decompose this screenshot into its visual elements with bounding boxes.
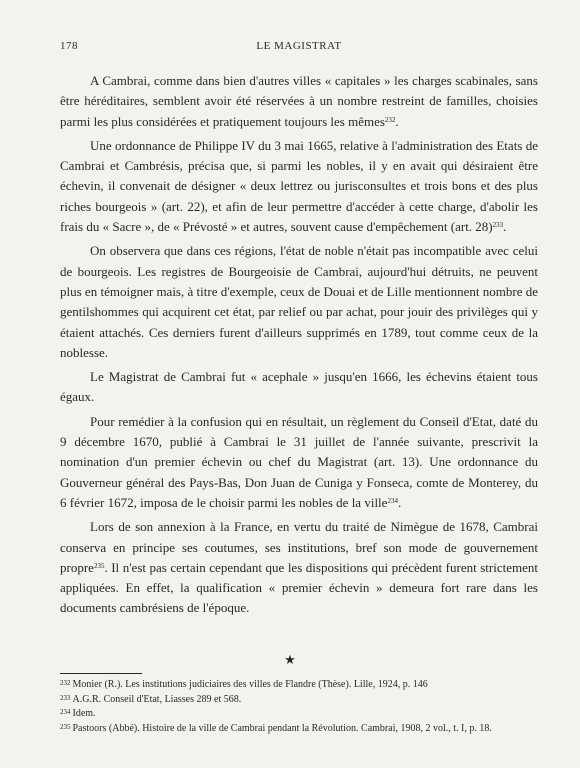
footnote	[60, 721, 538, 736]
paragraph-text-end: .	[395, 113, 399, 129]
paragraph-text-end: .	[397, 494, 402, 510]
paragraph-text: Le Magistrat de Cambrai fut « acephale » jusqu'en 1666, les échevins étaient tous égaux.	[60, 369, 538, 405]
running-head: LE MAGISTRAT	[256, 40, 342, 52]
paragraph-text: Une ordonnance de Philippe IV du 3 mai 1665, relative à l'administration des Etats de Cambrai et Cambrésis, précisa que, si parmi les nobles, il y en avait qui désiraient être échevin, il convenait de désigner « deux lettrez ou jurisconsultes et trois bons et des plus riches bourgeois » (art. 22), et afin de leur permettre d'accéder à cette charge, d'abolir les frais du « Sacre », de « Prévosté » et autres, souvent cause d'empêchement (art. 28)	[60, 137, 538, 235]
footnote	[60, 706, 538, 721]
footnote-number: 232	[60, 679, 71, 687]
footnote	[60, 677, 538, 692]
paragraph	[60, 71, 538, 132]
paragraph	[60, 136, 538, 237]
footnote-text: A.G.R. Conseil d'Etat, Liasses 289 et 568.	[72, 693, 242, 705]
paragraph	[60, 412, 538, 513]
footnote-divider	[60, 673, 142, 674]
footnotes	[60, 677, 538, 735]
section-separator-star: ★	[284, 652, 296, 667]
paragraph-text-end: .	[503, 219, 507, 235]
footnote-number: 234	[60, 708, 71, 717]
footnote-ref: 233	[492, 221, 504, 230]
footnote-ref: 235	[93, 561, 105, 570]
paragraph-text: On observera que dans ces régions, l'état de noble n'était pas incompatible avec celui de bourgeois. Les registres de Bourgeoisie de Cambrai, aujourd'hui détruits, ne peuvent plus en témoigner mais, à titre d'exemple, ceux de Douai et de Lille mentionnent nombre de gentilshommes qui acquirent cet état, par relief ou par achat, pour jouir des privilèges qui y étaient attachés. Ces derniers furent d'ailleurs supprimés en 1789, tout comme ceux de la noblesse.	[60, 243, 538, 360]
footnote-ref: 232	[384, 115, 396, 124]
body-text	[60, 71, 538, 623]
footnote-text: Idem.	[72, 708, 96, 720]
footnote-number: 235	[60, 722, 71, 731]
paragraph-text: Pour remédier à la confusion qui en résultait, un règlement du Conseil d'Etat, daté du 9 décembre 1670, publié à Cambrai le 31 juillet de l'année suivante, prescrivit la nomination d'un premier échevin ou chef du Magistrat (art. 13). Une ordonnance du Gouverneur général des Pays-Bas, Don Juan de Cuniga y Fonseca, comte de Monterey, du 6 février 1672, imposa de le choisir parmi les nobles de la ville	[60, 413, 538, 510]
paragraph-text-end: . Il n'est pas certain cependant que les dispositions qui précèdent furent strictement appliquées. En effet, la qualification « premier échevin » demeura fort rare dans les documents cambrésiens de l'époque.	[60, 559, 538, 616]
footnote-text: Pastoors (Abbé). Histoire de la ville de Cambrai pendant la Révolution. Cambrai, 1908, 2 vol., t. I, p. 18.	[72, 722, 492, 734]
paragraph	[60, 517, 538, 618]
paragraph-text: Lors de son annexion à la France, en vertu du traité de Nimègue de 1678, Cambrai conserva en principe ses coutumes, ses institutions, bref son mode de gouvernement propre	[60, 519, 538, 575]
paragraph-text: A Cambrai, comme dans bien d'autres villes « capitales » les charges scabinales, sans être héréditaires, semblent avoir été réservées à un nombre restreint de familles, choisies parmi les plus considérées et pratiquement toujours les mêmes	[60, 73, 538, 129]
footnote-ref: 234	[387, 496, 398, 505]
paragraph	[60, 367, 538, 408]
footnote-text: Monier (R.). Les institutions judiciaires des villes de Flandre (Thèse). Lille, 1924, p. 146	[72, 679, 428, 690]
paragraph	[60, 241, 538, 363]
footnote	[60, 692, 538, 707]
footnote-number: 233	[60, 693, 71, 702]
page-number: 178	[60, 40, 78, 52]
page-header	[60, 40, 538, 54]
